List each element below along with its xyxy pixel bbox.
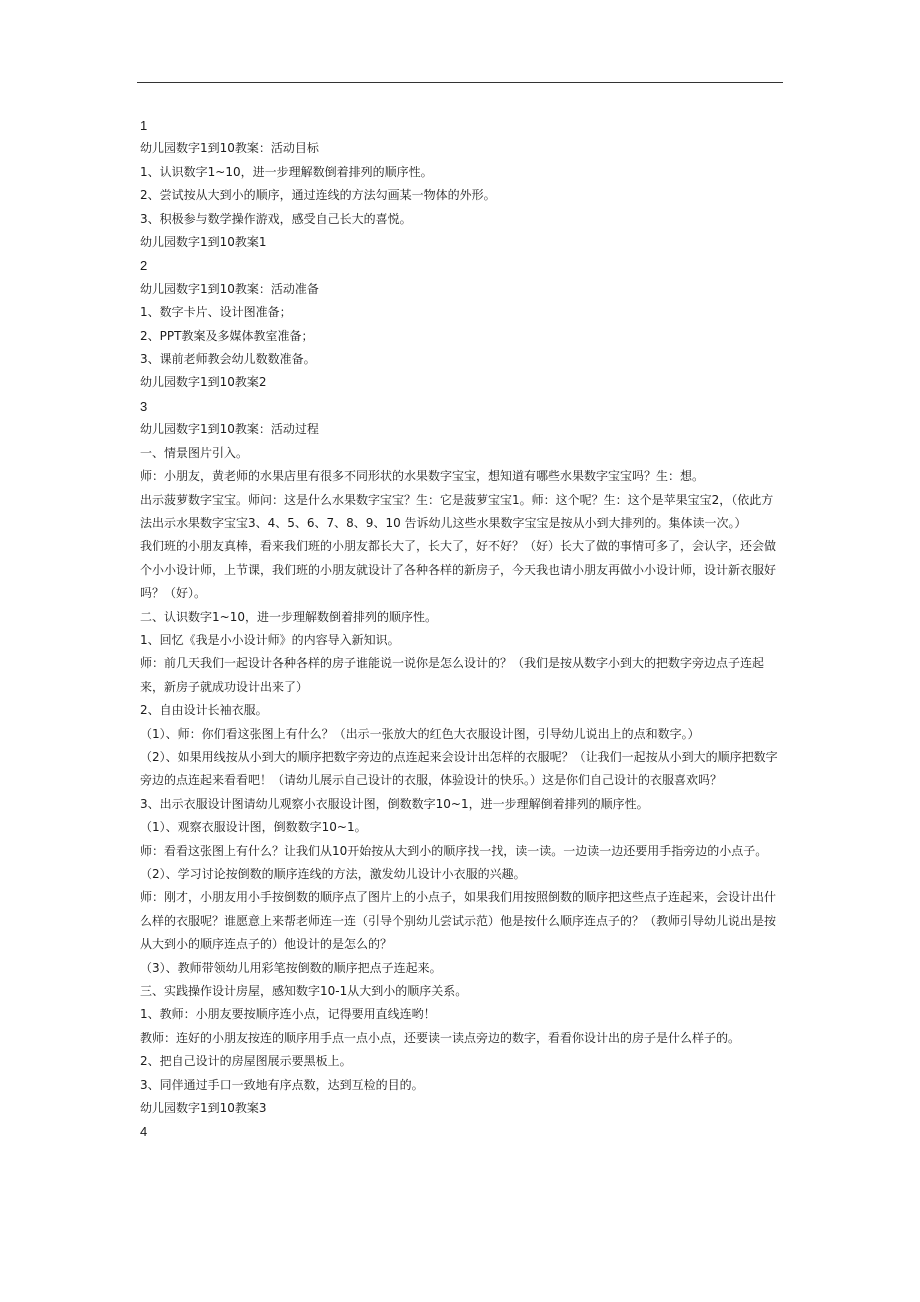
paragraph-line: 幼儿园数字1到10教案：活动准备 xyxy=(140,281,319,296)
paragraph-line: 3、积极参与数学操作游戏，感受自己长大的喜悦。 xyxy=(140,211,412,226)
paragraph-line: 3、出示衣服设计图请幼儿观察小衣服设计图，倒数数字10~1，进一步理解倒着排列的顺序性。 xyxy=(140,796,649,811)
page-number: 3 xyxy=(140,398,148,414)
paragraph-line: 三、实践操作设计房屋，感知数字10-1从大到小的顺序关系。 xyxy=(140,984,468,999)
paragraph-line: 教师：连好的小朋友按连的顺序用手点一点小点，还要读一读点旁边的数字，看看你设计出的房子是什么样子的。 xyxy=(140,1030,741,1045)
paragraph-line: 出示菠萝数字宝宝。师问：这是什么水果数字宝宝？生：它是菠萝宝宝1。师：这个呢？生：这个是苹果宝宝2，（依此方法出示水果数字宝宝3、4、5、6、7、8、9、10 告诉幼儿这些水果数字宝宝是按从小到大排列的。集体读一次。） xyxy=(140,492,774,530)
paragraph-line: 3、同伴通过手口一致地有序点数，达到互检的目的。 xyxy=(140,1077,424,1092)
paragraph-line: （3）、教师带领幼儿用彩笔按倒数的顺序把点子连起来。 xyxy=(140,960,442,975)
paragraph-line: 幼儿园数字1到10教案3 xyxy=(140,1101,267,1116)
paragraph-line: 2、把自己设计的房屋图展示要黑板上。 xyxy=(140,1054,352,1069)
paragraph-line: 1、数字卡片、设计图准备； xyxy=(140,305,292,320)
page-number: 4 xyxy=(140,1124,148,1140)
paragraph-line: 一、情景图片引入。 xyxy=(140,445,249,460)
paragraph-line: 幼儿园数字1到10教案：活动目标 xyxy=(140,141,319,156)
paragraph-line: 师：看看这张图上有什么？让我们从10开始按从大到小的顺序找一找，读一读。一边读一边还要用手指旁边的小点子。 xyxy=(140,843,768,858)
paragraph-line: （2）、如果用线按从小到大的顺序把数字旁边的点连起来会设计出怎样的衣服呢？（让我们一起按从小到大的顺序把数字旁边的点连起来看看吧！（请幼儿展示自己设计的衣服，体验设计的快乐。）这是你们自己设计的衣服喜欢吗？ xyxy=(140,749,778,788)
paragraph-line: （1）、观察衣服设计图，倒数数字10~1。 xyxy=(140,820,367,835)
paragraph-line: （2）、学习讨论按倒数的顺序连线的方法，激发幼儿设计小衣服的兴趣。 xyxy=(140,867,526,881)
paragraph-line: 二、认识数字1~10，进一步理解数倒着排列的顺序性。 xyxy=(140,609,437,624)
paragraph-line: 幼儿园数字1到10教案：活动过程 xyxy=(140,422,319,437)
paragraph-line: 师：小朋友，黄老师的水果店里有很多不同形状的水果数字宝宝，想知道有哪些水果数字宝宝吗？生：想。 xyxy=(140,469,705,484)
paragraph-line: 幼儿园数字1到10教案2 xyxy=(140,375,267,390)
paragraph-line: 1、回忆《我是小小设计师》的内容导入新知识。 xyxy=(140,632,400,647)
page-number: 1 xyxy=(140,118,148,133)
header-rule xyxy=(137,82,783,83)
paragraph-line: （1）、师：你们看这张图上有什么？（出示一张放大的红色大衣服设计图，引导幼儿说出上的点和数字。） xyxy=(140,726,700,741)
paragraph-line: 3、课前老师教会幼儿数数准备。 xyxy=(140,352,316,367)
paragraph-line: 幼儿园数字1到10教案1 xyxy=(140,235,267,250)
paragraph-line: 我们班的小朋友真棒，看来我们班的小朋友都长大了，长大了，好不好？（好）长大了做的事情可多了，会认字，还会做个小小设计师，上节课，我们班的小朋友就设计了各种各样的新房子，今天我也请小朋友再做小小设计师，设计新衣服好吗？（好）。 xyxy=(140,539,777,601)
paragraph-line: 1、认识数字1~10，进一步理解数倒着排列的顺序性。 xyxy=(140,164,433,179)
paragraph-line: 2、自由设计长袖衣服。 xyxy=(140,703,268,718)
page-number: 2 xyxy=(140,258,148,274)
paragraph-line: 师：刚才，小朋友用小手按倒数的顺序点了图片上的小点子，如果我们用按照倒数的顺序把这些点子连起来，会设计出什么样的衣服呢？谁愿意上来帮老师连一连（引导个别幼儿尝试示范）他是按什么顺序连点子的？（教师引导幼儿说出是按从大到小的顺序连点子的）他设计的是怎么的？ xyxy=(140,890,777,952)
document-body xyxy=(140,114,785,1144)
paragraph-line: 2、PPT教案及多媒体教室准备； xyxy=(140,328,314,343)
paragraph-line: 1、教师：小朋友要按顺序连小点，记得要用直线连哟！ xyxy=(140,1007,436,1022)
paragraph-line: 师：前几天我们一起设计各种各样的房子谁能说一说你是怎么设计的？（我们是按从数字小到大的把数字旁边点子连起来，新房子就成功设计出来了） xyxy=(140,656,765,694)
paragraph-line: 2、尝试按从大到小的顺序，通过连线的方法勾画某一物体的外形。 xyxy=(140,188,496,203)
